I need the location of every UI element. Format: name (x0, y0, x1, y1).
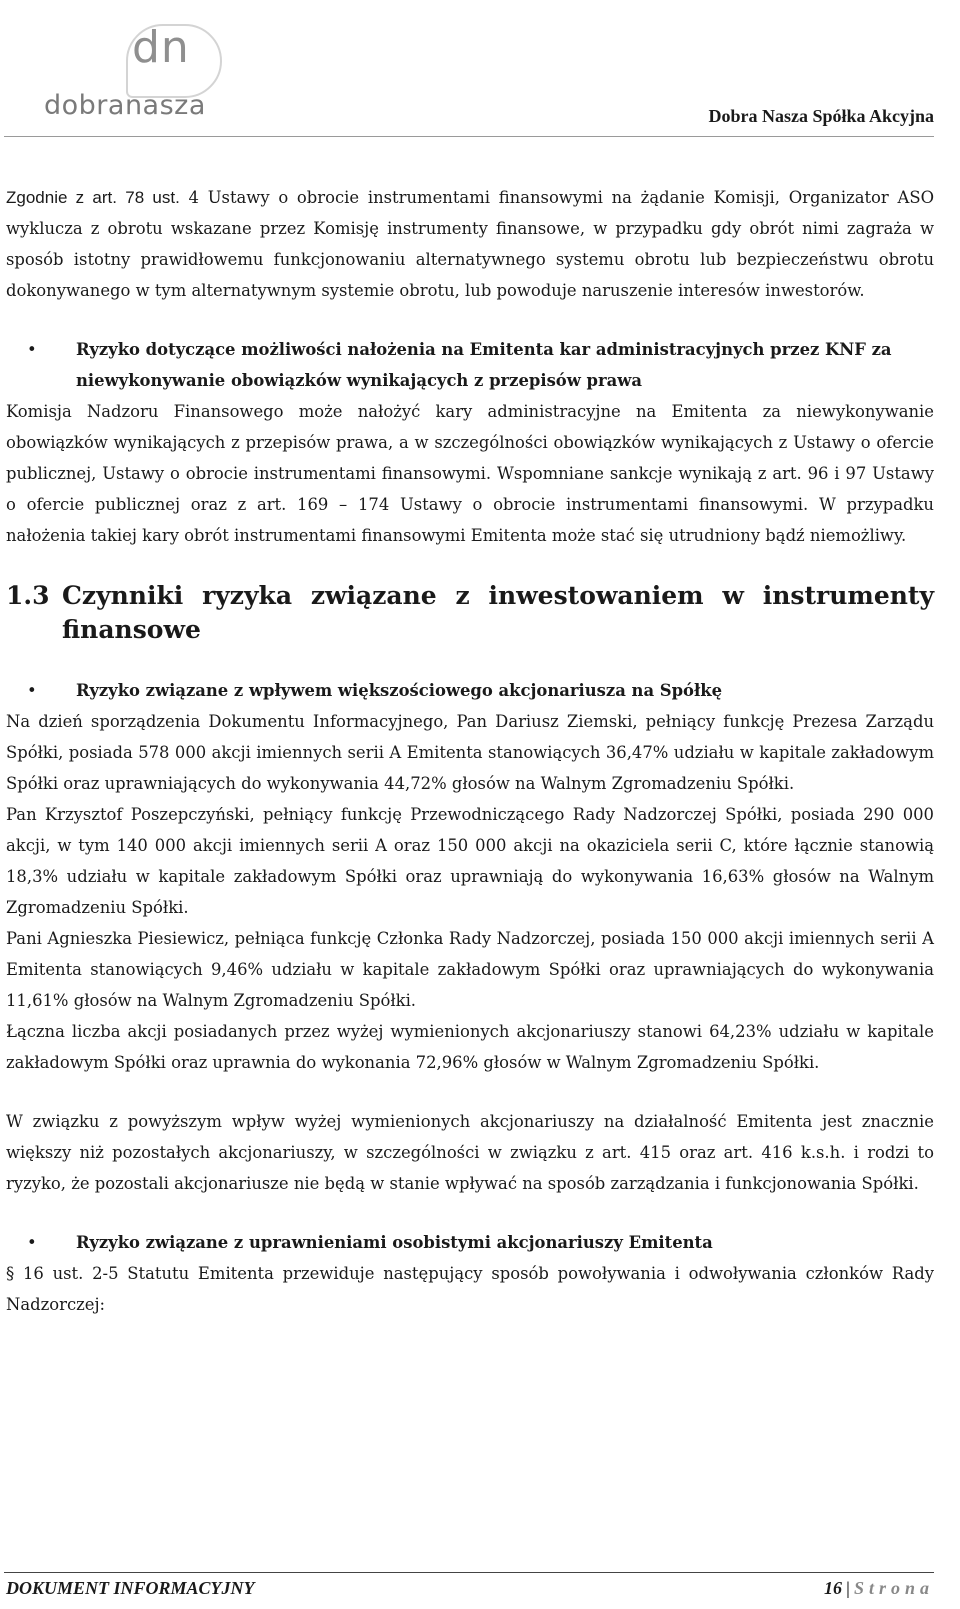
footer-divider (4, 1572, 934, 1573)
shareholder-paragraph-4: Łączna liczba akcji posiadanych przez wyżej wymienionych akcjonariuszy stanowi 64,23% udziału w kapitale zakładowym Spółki oraz uprawnia do wykonania 72,96% głosów w Walnym Zgromadzeniu Spółki. (6, 1022, 934, 1072)
risk-kar-heading (6, 334, 934, 396)
section-number: 1.3 (6, 581, 50, 610)
intro-rest: 4 Ustawy o obrocie instrumentami finansowymi na żądanie Komisji, Organizator ASO wyklucza z obrotu wskazane przez Komisję instrumenty finansowe, w przypadku gdy obrót nimi zagraża w sposób istotny prawidłowemu funkcjonowaniu alternatywnego systemu obrotu lub bezpieczeństwu obrotu dokonywanego w tym alternatywnym systemie obrotu, lub powoduje naruszenie interesów inwestorów. (6, 188, 935, 300)
risk-personal-rights-body: § 16 ust. 2-5 Statutu Emitenta przewiduje następujący sposób powoływania i odwoływania członków Rady Nadzorczej: (6, 1264, 934, 1314)
risk-majority-conclusion: W związku z powyższym wpływ wyżej wymienionych akcjonariuszy na działalność Emitenta jest znacznie większy niż pozostałych akcjonariuszy, w szczególności w związku z art. 415 oraz art. 416 k.s.h. i rodzi to ryzyko, że pozostali akcjonariusze nie będą w stanie wpływać na sposób zarządzania i funkcjonowania Spółki. (6, 1112, 934, 1193)
risk-kar-body: Komisja Nadzoru Finansowego może nałożyć kary administracyjne na Emitenta za niewykonywanie obowiązków wynikających z przepisów prawa, a w szczególności obowiązków wynikających z Ustawy o ofercie publicznej, Ustawy o obrocie instrumentami finansowymi. Wspomniane sankcje wynikają z art. 96 i 97 Ustawy o ofercie publicznej oraz z art. 169 – 174 Ustawy o obrocie instrumentami finansowymi. W przypadku nałożenia takiej kary obrót instrumentami finansowymi Emitenta może stać się utrudniony bądź niemożliwy. (6, 402, 934, 545)
spacer (6, 551, 934, 579)
company-name: Dobra Nasza Spółka Akcyjna (708, 106, 934, 126)
section-heading (6, 579, 934, 647)
footer-document-title: DOKUMENT INFORMACYJNY (6, 1578, 255, 1598)
risk-majority-title: • Ryzyko związane z wpływem większościowego akcjonariusza na Spółkę (76, 681, 723, 700)
spacer (6, 1199, 934, 1227)
document-body (6, 182, 934, 1320)
spacer (6, 306, 934, 334)
shareholder-paragraph-3: Pani Agnieszka Piesiewicz, pełniąca funkcję Członka Rady Nadzorczej, posiada 150 000 akcji imiennych serii A Emitenta stanowiących 9,46% udziału w kapitale zakładowym Spółki oraz uprawniających do wykonywania 11,61% głosów na Walnym Zgromadzeniu Spółki. (6, 929, 934, 1010)
section-title: Czynniki ryzyka związane z inwestowaniem w instrumenty finansowe (62, 581, 934, 644)
risk-personal-rights-title: • Ryzyko związane z uprawnieniami osobistymi akcjonariuszy Emitenta (76, 1233, 713, 1252)
spacer (6, 647, 934, 675)
risk-kar-title: • Ryzyko dotyczące możliwości nałożenia na Emitenta kar administracyjnych przez KNF za niewykonywanie obowiązków wynikających z przepisów prawa (76, 340, 892, 390)
footer-page-indicator (824, 1578, 934, 1599)
shareholder-paragraph-1: Na dzień sporządzenia Dokumentu Informacyjnego, Pan Dariusz Ziemski, pełniący funkcję Prezesa Zarządu Spółki, posiada 578 000 akcji imiennych serii A Emitenta stanowiących 36,47% udziału w kapitale zakładowym Spółki oraz uprawniających do wykonywania 44,72% głosów na Walnym Zgromadzeniu Spółki. (6, 712, 934, 793)
intro-lead: Zgodnie z art. 78 ust. (6, 188, 180, 207)
risk-personal-rights-heading (6, 1227, 934, 1258)
page-separator: | (846, 1578, 850, 1598)
company-logo (36, 6, 246, 124)
intro-paragraph (6, 182, 934, 306)
page-label: Strona (853, 1578, 934, 1598)
logo-wordmark: dobranasza (44, 90, 206, 121)
shareholder-paragraph-2: Pan Krzysztof Poszepczyński, pełniący funkcję Przewodniczącego Rady Nadzorczej Spółki, posiada 290 000 akcji, w tym 140 000 akcji imiennych serii A oraz 150 000 akcji na okaziciela serii C, które łącznie stanowią 18,3% udziału w kapitale zakładowym Spółki oraz uprawniają do wykonywania 16,63% głosów na Walnym Zgromadzeniu Spółki. (6, 805, 934, 917)
logo-mark: dn (132, 22, 190, 73)
spacer (6, 1078, 934, 1106)
page-number: 16 (824, 1578, 842, 1598)
risk-majority-heading (6, 675, 934, 706)
header-divider (4, 136, 934, 137)
